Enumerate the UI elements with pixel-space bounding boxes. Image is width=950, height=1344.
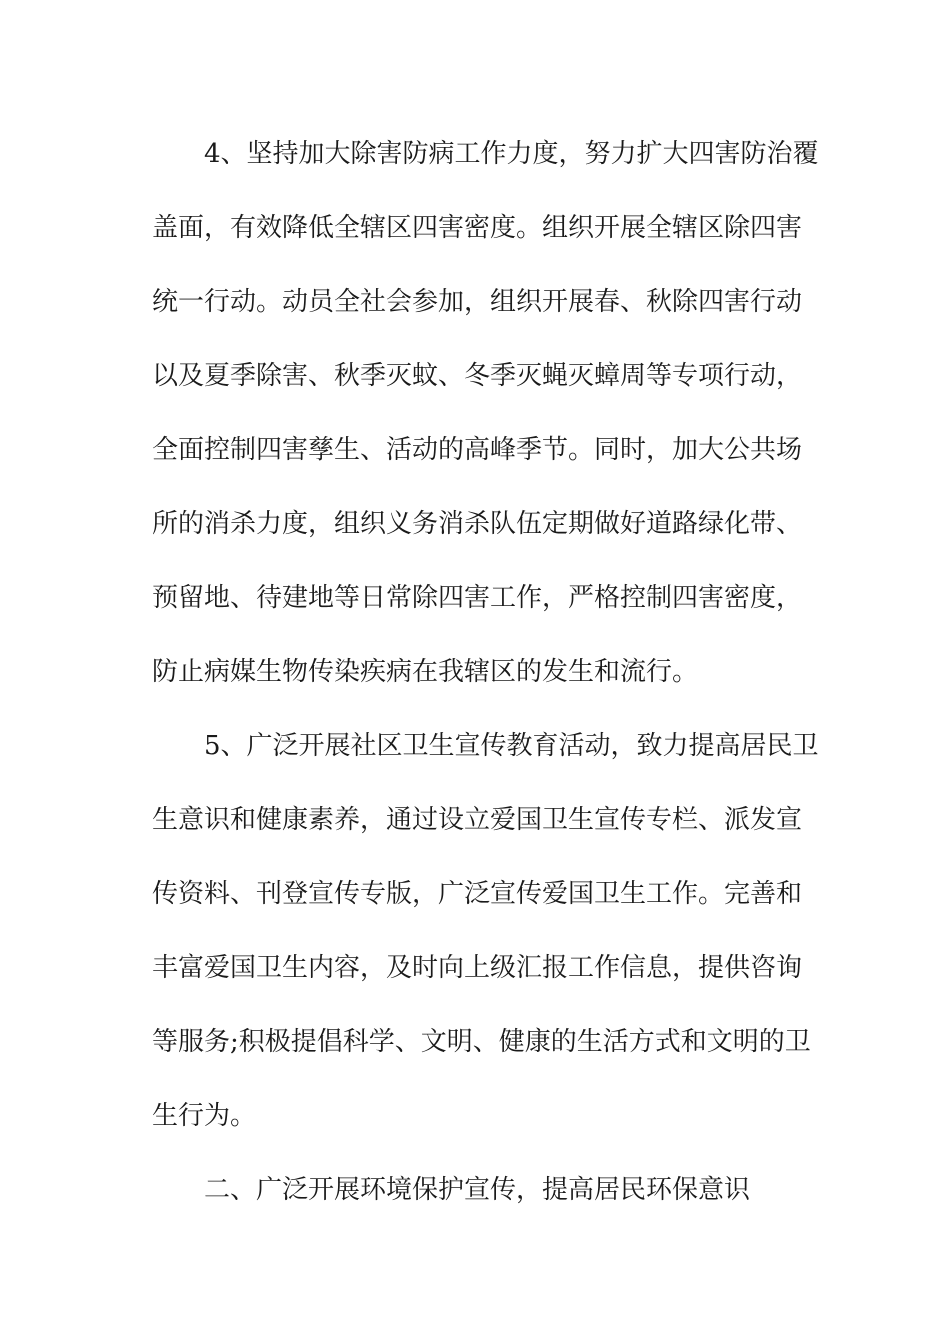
paragraph-line: 统一行动。动员全社会参加，组织开展春、秋除四害行动 bbox=[152, 287, 803, 317]
paragraph-line: 丰富爱国卫生内容，及时向上级汇报工作信息，提供咨询 bbox=[152, 953, 803, 983]
section-heading bbox=[152, 1153, 812, 1227]
paragraph-4 bbox=[152, 117, 819, 709]
paragraph-line: 5、广泛开展社区卫生宣传教育活动，致力提高居民卫 bbox=[204, 731, 819, 761]
paragraph-line: 传资料、刊登宣传专版，广泛宣传爱国卫生工作。完善和 bbox=[152, 879, 803, 909]
paragraph-line: 全面控制四害孳生、活动的高峰季节。同时，加大公共场 bbox=[152, 435, 803, 465]
paragraph-line: 等服务;积极提倡科学、文明、健康的生活方式和文明的卫 bbox=[152, 1027, 811, 1057]
paragraph-line: 生意识和健康素养，通过设立爱国卫生宣传专栏、派发宣 bbox=[152, 805, 803, 835]
paragraph-line: 以及夏季除害、秋季灭蚊、冬季灭蝇灭蟑周等专项行动， bbox=[152, 361, 803, 391]
paragraph-line: 4、坚持加大除害防病工作力度，努力扩大四害防治覆 bbox=[204, 139, 819, 169]
section-heading-text: 二、广泛开展环境保护宣传，提高居民环保意识 bbox=[204, 1175, 751, 1205]
paragraph-line: 盖面，有效降低全辖区四害密度。组织开展全辖区除四害 bbox=[152, 213, 803, 243]
paragraph-line: 预留地、待建地等日常除四害工作，严格控制四害密度， bbox=[152, 583, 803, 613]
paragraph-line: 生行为。 bbox=[152, 1101, 257, 1131]
paragraph-line: 所的消杀力度，组织义务消杀队伍定期做好道路绿化带、 bbox=[152, 509, 803, 539]
paragraph-line: 防止病媒生物传染疾病在我辖区的发生和流行。 bbox=[152, 657, 699, 687]
paragraph-5 bbox=[152, 709, 819, 1153]
